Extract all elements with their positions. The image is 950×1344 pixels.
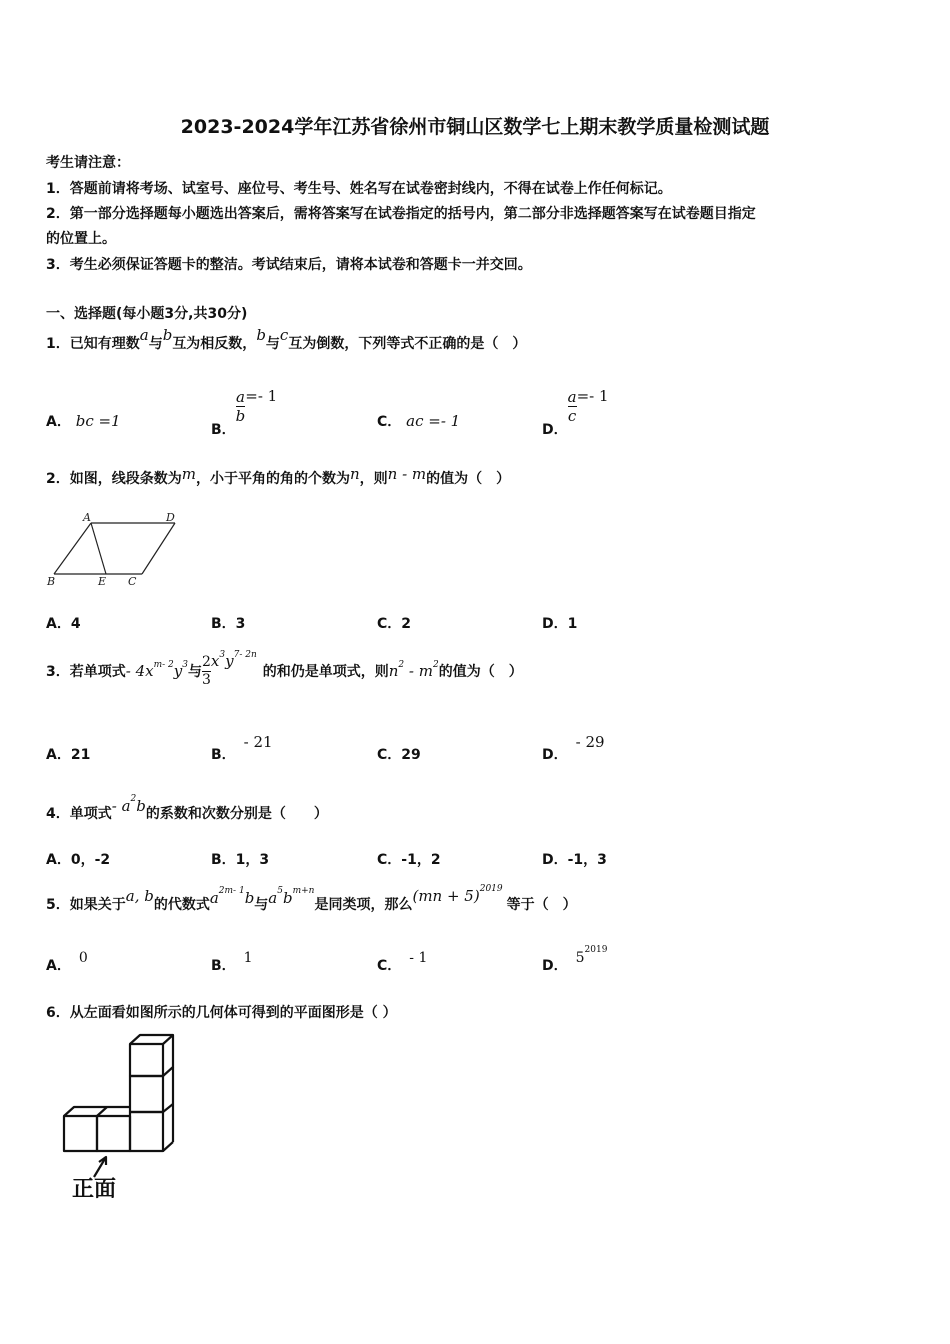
option-a[interactable]: A． 0: [46, 950, 88, 974]
cube-stack-figure: [44, 1032, 194, 1207]
option-d[interactable]: D． $5^{2019}$: [542, 945, 608, 974]
label-a: A: [83, 511, 91, 524]
notice-heading: 考生请注意：: [46, 155, 130, 171]
label-b: B: [47, 575, 56, 588]
option-d[interactable]: D．- 29: [542, 733, 605, 763]
option-a[interactable]: A．21: [46, 747, 91, 763]
option-c[interactable]: C． ac =- 1: [377, 412, 461, 430]
option-b[interactable]: B．1，3: [211, 852, 270, 868]
option-a[interactable]: A．4: [46, 616, 81, 632]
option-c[interactable]: C．29: [377, 747, 421, 763]
option-d[interactable]: D．1: [542, 616, 578, 632]
option-a[interactable]: A． bc =1: [46, 412, 121, 430]
question-1: 1．已知有理数a与b互为相反数，b与c互为倒数，下列等式不正确的是（ ）: [46, 326, 527, 352]
option-b[interactable]: B． 1: [211, 950, 253, 974]
option-c[interactable]: C．-1，2: [377, 852, 441, 868]
option-b[interactable]: B．3: [211, 616, 246, 632]
label-c: C: [128, 575, 137, 588]
notice-item: 2．第一部分选择题每小题选出答案后，需将答案写在试卷指定的括号内，第二部分非选择题答案写在试卷题目指定: [46, 206, 756, 222]
section-heading: 一、选择题(每小题3分,共30分): [46, 306, 248, 322]
option-b[interactable]: B．- 21: [211, 733, 273, 763]
question-2: 2．如图，线段条数为m，小于平角的角的个数为n，则n - m的值为（ ）: [46, 465, 511, 487]
option-c[interactable]: C． - 1: [377, 950, 428, 974]
question-5: 5．如果关于a, b的代数式$a^{2m- 1}b$与$a^5b^{m+n}$是同类项，那么(mn + 5)$^{2019}$等于（ ）: [46, 884, 577, 913]
label-d: D: [166, 511, 175, 524]
option-a[interactable]: A．0，-2: [46, 852, 111, 868]
option-b[interactable]: B． $\frac{a}{b}$ =- 1: [211, 386, 278, 438]
option-d[interactable]: D． $\frac{a}{c}$ =- 1: [542, 386, 609, 438]
question-6: 6．从左面看如图所示的几何体可得到的平面图形是（ ）: [46, 1005, 397, 1021]
parallelogram-figure: [44, 508, 194, 592]
notice-item: 的位置上。: [46, 231, 116, 247]
front-label: 正面: [72, 1177, 117, 1202]
notice-item: 1．答题前请将考场、试室号、座位号、考生号、姓名写在试卷密封线内，不得在试卷上作任何标记。: [46, 181, 672, 197]
option-c[interactable]: C．2: [377, 616, 412, 632]
notice-item: 3．考生必须保证答题卡的整洁。考试结束后，请将本试卷和答题卡一并交回。: [46, 257, 532, 273]
question-4: 4．单项式- $a^2b$的系数和次数分别是（ ）: [46, 794, 328, 822]
question-3: 3．若单项式 - $4x^{m- 2}y^3$ 与 $\frac{2}{3}$ $x^3y^{7- 2n}$ 的和仍是单项式，则 $n^2 - m^2$ 的值为（ ）: [46, 650, 523, 688]
label-e: E: [98, 575, 107, 588]
page-title: 2023-2024学年江苏省徐州市铜山区数学七上期末教学质量检测试题: [180, 116, 770, 138]
option-d[interactable]: D．-1，3: [542, 852, 607, 868]
